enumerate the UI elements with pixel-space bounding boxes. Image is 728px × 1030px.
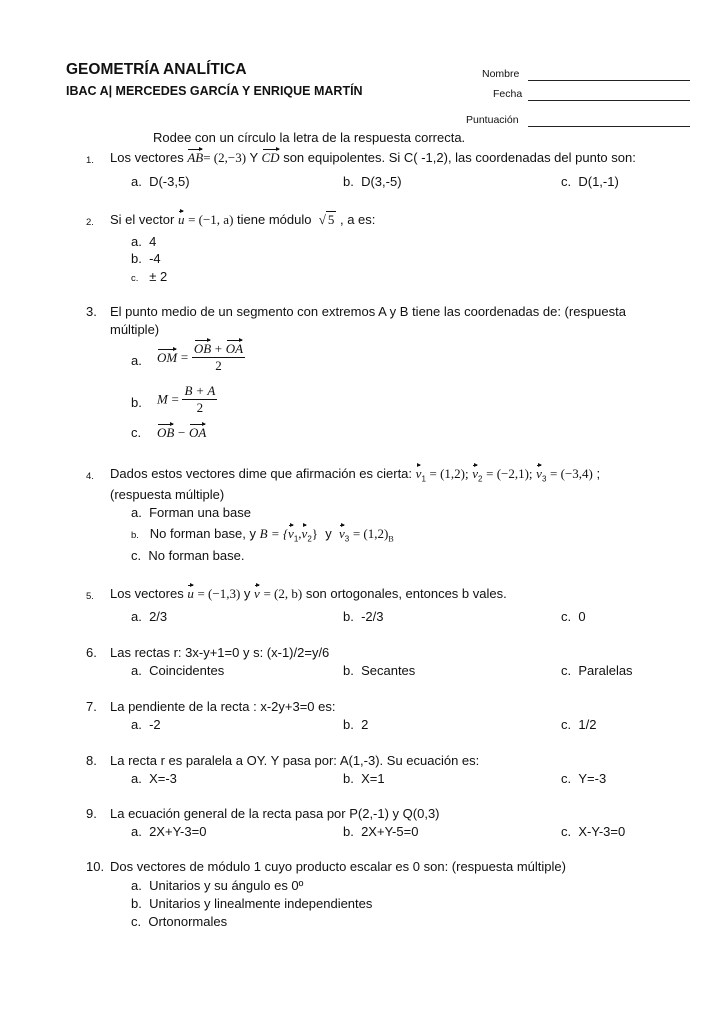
- q3-option-b-formula: M = $\frac{B + A}{2}$: [157, 383, 216, 415]
- q10-option-a[interactable]: a. Unitarios y su ángulo es 0º: [131, 878, 304, 893]
- q4-option-c[interactable]: c. No forman base.: [131, 548, 245, 563]
- q9-option-b[interactable]: b. 2X+Y-5=0: [343, 824, 419, 839]
- q2-option-b[interactable]: b. -4: [131, 251, 161, 266]
- q6-number: 6.: [86, 645, 97, 660]
- score-label: Puntuación: [466, 114, 519, 126]
- q1-number: 1.: [86, 155, 94, 166]
- q8-option-b[interactable]: b. X=1: [343, 771, 385, 786]
- q10-number: 10.: [86, 859, 105, 874]
- vector-cd: CD: [261, 150, 280, 165]
- vector-ab: AB: [187, 150, 204, 165]
- q3-option-b-label[interactable]: b.: [131, 395, 142, 410]
- q7-option-c[interactable]: c. 1/2: [561, 717, 597, 732]
- q5-option-a[interactable]: a. 2/3: [131, 609, 168, 624]
- q7-option-b[interactable]: b. 2: [343, 717, 369, 732]
- q9-number: 9.: [86, 806, 97, 821]
- q6-option-b[interactable]: b. Secantes: [343, 663, 416, 678]
- q6-text: Las rectas r: 3x-y+1=0 y s: (x-1)/2=y/6: [110, 645, 330, 660]
- q2-text: Si el vector u = (−1, a) tiene módulo √ 5 , a es:: [110, 212, 376, 227]
- q10-text: Dos vectores de módulo 1 cuyo producto escalar es 0 son: (respuesta múltiple): [110, 859, 566, 874]
- q7-text: La pendiente de la recta : x-2y+3=0 es:: [110, 699, 336, 714]
- q2-option-a[interactable]: a. 4: [131, 234, 157, 249]
- q8-number: 8.: [86, 753, 97, 768]
- q3-option-a-label[interactable]: a.: [131, 353, 142, 368]
- q5-number: 5.: [86, 591, 94, 602]
- q3-number: 3.: [86, 304, 97, 319]
- q1-option-c[interactable]: c. D(1,-1): [561, 174, 619, 189]
- q5-text: Los vectores u = (−1,3) y v = (2, b) son ortogonales, entonces b vales.: [110, 586, 507, 601]
- q6-option-a[interactable]: a. Coincidentes: [131, 663, 225, 678]
- q6-option-c[interactable]: c. Paralelas: [561, 663, 633, 678]
- q9-option-a[interactable]: a. 2X+Y-3=0: [131, 824, 207, 839]
- sqrt-five: 5: [327, 212, 335, 227]
- q7-number: 7.: [86, 699, 97, 714]
- document-subtitle: IBAC A| MERCEDES GARCÍA Y ENRIQUE MARTÍN: [66, 84, 363, 98]
- name-field[interactable]: [528, 80, 690, 81]
- document-title: GEOMETRÍA ANALÍTICA: [66, 61, 247, 78]
- q7-option-a[interactable]: a. -2: [131, 717, 161, 732]
- q8-option-a[interactable]: a. X=-3: [131, 771, 177, 786]
- q3-option-c-label[interactable]: c.: [131, 425, 142, 440]
- q5-option-b[interactable]: b. -2/3: [343, 609, 384, 624]
- q3-text-line1: El punto medio de un segmento con extremos A y B tiene las coordenadas de: (respuesta: [110, 304, 626, 319]
- q5-option-c[interactable]: c. 0: [561, 609, 586, 624]
- q4-option-a[interactable]: a. Forman una base: [131, 505, 251, 520]
- q2-option-c[interactable]: c. ± 2: [131, 269, 168, 284]
- q1-option-b[interactable]: b. D(3,-5): [343, 174, 402, 189]
- q10-option-b[interactable]: b. Unitarios y linealmente independientes: [131, 896, 373, 911]
- q4-text: Dados estos vectores dime que afirmación es cierta: $v_1 = (1,2)$; $v_2 = (-2,1)$; $v_3 = (-3,4)$ ;: [110, 466, 601, 484]
- vector-u: u: [177, 212, 185, 227]
- instructions: Rodee con un círculo la letra de la respuesta correcta.: [153, 130, 466, 145]
- q1-text: Los vectores AB= (2,−3) Y CD son equipolentes. Si C( -1,2), las coordenadas del punto son:: [110, 150, 636, 165]
- q9-text: La ecuación general de la recta pasa por P(2,-1) y Q(0,3): [110, 806, 440, 821]
- q9-option-c[interactable]: c. X-Y-3=0: [561, 824, 626, 839]
- q1-option-a[interactable]: a. D(-3,5): [131, 174, 190, 189]
- q2-number: 2.: [86, 217, 94, 228]
- q4-option-b[interactable]: b. No forman base, y $B = \{v_1,v_2\}$ y $v_3 = (1,2)_B$: [131, 526, 394, 544]
- q4-number: 4.: [86, 471, 94, 482]
- q3-option-c-formula: OB − OA: [157, 425, 207, 440]
- q10-option-c[interactable]: c. Ortonormales: [131, 914, 228, 929]
- q8-text: La recta r es paralela a OY. Y pasa por: A(1,-3). Su ecuación es:: [110, 753, 480, 768]
- q3-option-a-formula: OM = $\frac{OB + OA}{2}$: [157, 341, 244, 373]
- score-field[interactable]: [528, 126, 690, 127]
- date-field[interactable]: [528, 100, 690, 101]
- q4-text-line2: (respuesta múltiple): [110, 487, 225, 502]
- name-label: Nombre: [482, 68, 520, 80]
- q3-text-line2: múltiple): [110, 322, 160, 337]
- q8-option-c[interactable]: c. Y=-3: [561, 771, 607, 786]
- date-label: Fecha: [493, 88, 523, 100]
